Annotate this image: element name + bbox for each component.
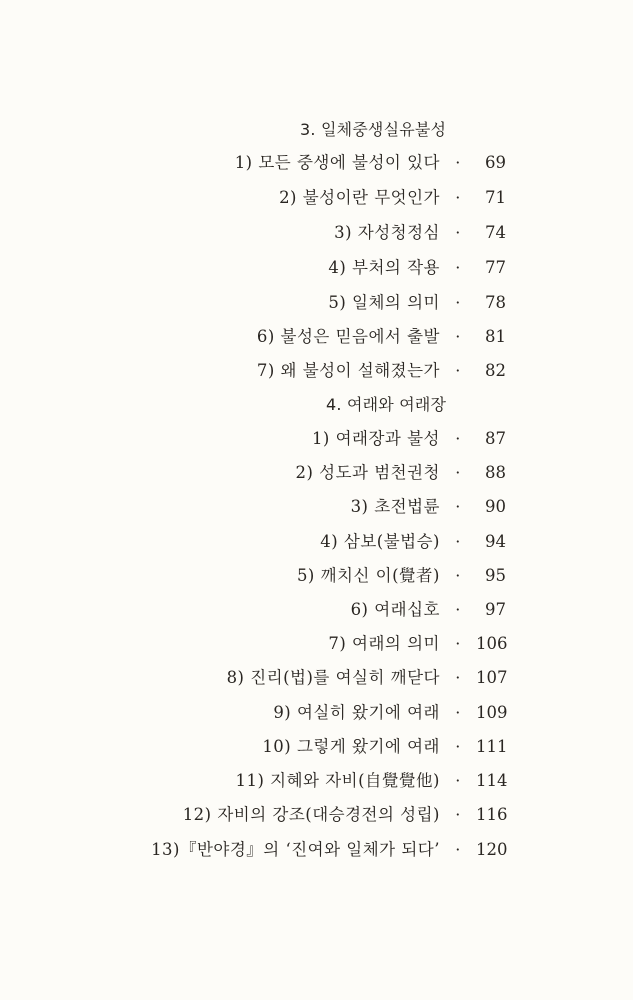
toc-entry-title: 5) 일체의 의미 [328,293,440,312]
toc-entry-title: 5) 깨치신 이(覺者) [296,566,440,585]
toc-entry-dot: · [455,429,461,448]
toc-entry-title: 9) 여실히 왔기에 여래 [273,703,440,722]
toc-entry-title: 2) 불성이란 무엇인가 [279,188,440,207]
toc-entry-title: 12) 자비의 강조(대승경전의 성립) [182,805,440,824]
toc-entry[interactable] [257,358,506,384]
section-heading-4: 4. 여래와 여래장 [326,395,447,414]
toc-entry-dot: · [455,223,461,242]
toc-entry[interactable] [235,150,506,176]
toc-entry-title: 3) 자성청정심 [334,223,440,242]
toc-entry[interactable] [334,220,506,246]
toc-entry-title: 8) 진리(법)를 여실히 깨닫다 [226,668,440,687]
toc-entry-page: 82 [485,361,506,380]
toc-entry-page: 116 [476,805,508,824]
toc-entry-dot: · [455,532,461,551]
toc-entry-dot: · [455,805,461,824]
toc-entry-dot: · [455,634,461,653]
toc-entry-page: 90 [485,497,506,516]
toc-entry-dot: · [455,737,461,756]
toc-entry-dot: · [455,840,461,859]
toc-entry[interactable] [273,700,506,726]
toc-entry-dot: · [455,668,461,687]
toc-entry-page: 109 [476,703,508,722]
toc-entry[interactable] [296,460,507,486]
toc-entry[interactable] [151,837,506,863]
toc-entry-dot: · [455,361,461,380]
toc-entry-title: 2) 성도과 범천권청 [295,463,440,482]
toc-entry-title: 7) 왜 불성이 설해졌는가 [256,361,440,380]
toc-entry[interactable] [236,768,507,794]
toc-entry-dot: · [455,771,461,790]
toc-entry[interactable] [227,665,506,691]
toc-entry-dot: · [455,600,461,619]
toc-entry-page: 94 [485,532,506,551]
toc-entry-page: 78 [485,293,506,312]
toc-entry-page: 77 [485,258,506,277]
toc-entry-page: 111 [476,737,508,756]
toc-entry-dot: · [455,153,461,172]
section-heading-3: 3. 일체중생실유불성 [300,120,447,139]
toc-entry-title: 10) 그렇게 왔기에 여래 [262,737,440,756]
toc-entry-page: 88 [485,463,506,482]
toc-entry[interactable] [183,802,506,828]
toc-entry-title: 6) 불성은 믿음에서 출발 [256,327,440,346]
toc-entry-dot: · [455,188,461,207]
toc-entry[interactable] [351,597,506,623]
toc-entry-dot: · [455,327,461,346]
toc-entry-title: 1) 모든 중생에 불성이 있다 [234,153,440,172]
toc-entry-dot: · [455,293,461,312]
toc-entry-title: 6) 여래십호 [350,600,440,619]
toc-entry-page: 95 [485,566,506,585]
toc-entry[interactable] [297,563,506,589]
toc-entry-page: 97 [485,600,506,619]
toc-entry-title: 1) 여래장과 불성 [311,429,440,448]
toc-entry-title: 7) 여래의 의미 [328,634,440,653]
toc-entry-dot: · [455,463,461,482]
toc-entry-title: 3) 초전법륜 [350,497,440,516]
toc-entry-title: 4) 부처의 작용 [328,258,440,277]
toc-entry[interactable] [328,290,506,316]
toc-entry[interactable] [279,185,506,211]
toc-entry-dot: · [455,703,461,722]
toc-entry-dot: · [455,566,461,585]
toc-entry[interactable] [262,734,506,760]
toc-entry-page: 120 [476,840,508,859]
toc-entry-page: 74 [485,223,506,242]
toc-entry[interactable] [257,324,506,350]
toc-entry-page: 107 [476,668,508,687]
toc-entry-title: 13)『반야경』의 ‘진여와 일체가 되다’ [151,840,440,859]
toc-entry[interactable] [328,631,506,657]
toc-entry-page: 106 [476,634,508,653]
toc-entry-title: 4) 삼보(불법승) [320,532,440,551]
toc-entry-page: 69 [485,153,506,172]
toc-entry[interactable] [312,426,506,452]
toc-entry-page: 71 [485,188,506,207]
toc-entry-dot: · [455,497,461,516]
toc-entry[interactable] [320,529,506,555]
toc-entry[interactable] [351,494,506,520]
toc-entry-page: 114 [476,771,508,790]
toc-entry[interactable] [328,255,506,281]
toc-entry-page: 81 [485,327,506,346]
toc-entry-dot: · [455,258,461,277]
toc-entry-title: 11) 지혜와 자비(自覺覺他) [235,771,440,790]
toc-entry-page: 87 [485,429,506,448]
